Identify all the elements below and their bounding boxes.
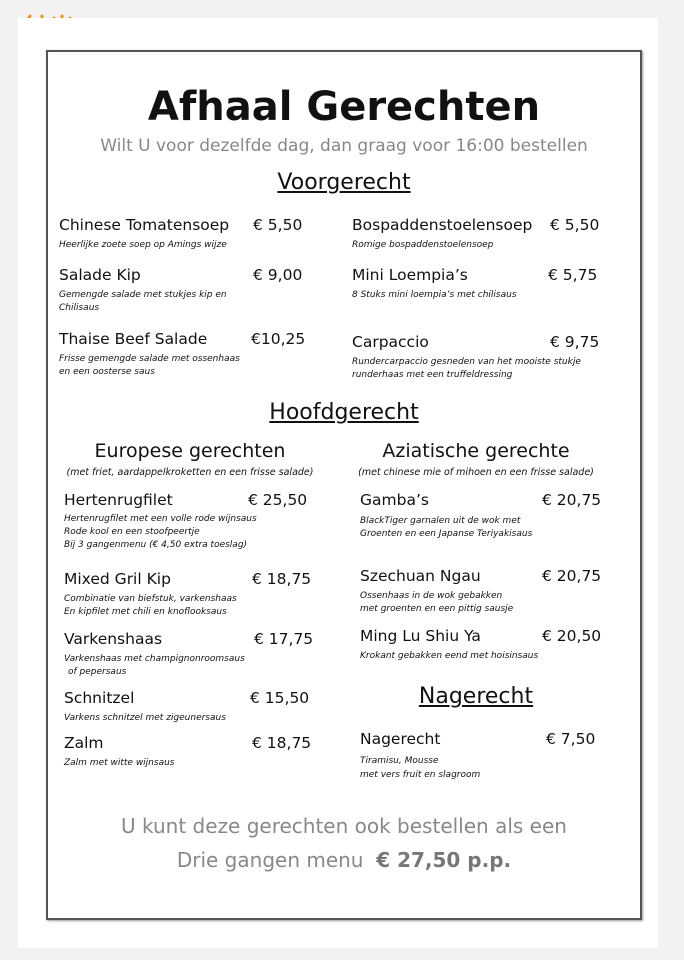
section-voorgerecht: Voorgerecht (277, 170, 411, 195)
dish-description: Ossenhaas in de wok gebakken (360, 591, 503, 601)
section-nagerecht: Nagerecht (418, 684, 534, 709)
dish-name: Szechuan Ngau (360, 567, 481, 585)
dish-description: Varkenshaas met champignonroomsaus (64, 654, 245, 664)
dish-description: Hertenrugfilet met een volle rode wijnsaus (64, 514, 257, 524)
dish-price: € 7,50 (546, 730, 596, 748)
dish-price: € 20,50 (542, 627, 602, 645)
dish-description: BlackTiger garnalen uit de wok met (360, 516, 521, 526)
europese-heading: Europese gerechten (94, 440, 286, 462)
dish-description: Bij 3 gangenmenu (€ 4,50 extra toeslag) (64, 540, 248, 550)
dish-description: Rode kool en een stoofpeertje (64, 527, 200, 537)
dish-name: Mixed Gril Kip (64, 570, 171, 588)
dish-description: met groenten en een pittig sausje (360, 604, 514, 614)
dish-description: of pepersaus (68, 667, 127, 677)
dish-price: € 5,75 (548, 266, 598, 284)
dish-name: Ming Lu Shiu Ya (360, 627, 481, 645)
dish-name: Schnitzel (64, 689, 135, 707)
dish-description: En kipfilet met chili en knoflooksaus (64, 607, 227, 617)
dish-price: € 20,75 (542, 491, 602, 509)
dish-name: Chinese Tomatensoep (59, 216, 230, 234)
dish-name: Varkenshaas (64, 630, 163, 648)
aziatische-heading: Aziatische gerechte (382, 440, 570, 462)
dish-name: Gamba’s (360, 491, 429, 509)
dish-price: € 9,00 (253, 266, 303, 284)
dish-description: Tiramisu, Mousse (360, 756, 439, 766)
dish-description: Zalm met witte wijnsaus (64, 758, 175, 768)
dish-name: Nagerecht (360, 730, 441, 748)
dish-price: € 25,50 (248, 491, 308, 509)
dish-description: 8 Stuks mini loempia’s met chilisaus (352, 290, 517, 300)
dish-name: Mini Loempia’s (352, 266, 468, 284)
page-title: Afhaal Gerechten (147, 84, 541, 130)
menu-offer-line2 (48, 848, 640, 872)
dish-description: Heerlijke zoete soep op Amings wijze (59, 240, 227, 250)
dish-price: € 5,50 (550, 216, 600, 234)
dish-name: Salade Kip (59, 266, 141, 284)
dish-name: Bospaddenstoelensoep (352, 216, 533, 234)
menu-offer-line1: U kunt deze gerechten ook bestellen als een (121, 814, 567, 838)
dish-description: Groenten en een Japanse Teriyakisaus (360, 529, 533, 539)
dish-price: € 15,50 (250, 689, 310, 707)
europese-note: (met friet, aardappelkroketten en een frisse salade) (66, 467, 314, 478)
dish-description: Gemengde salade met stukjes kip en Chilisaus (59, 290, 227, 313)
dish-name: Hertenrugfilet (64, 491, 173, 509)
dish-description: Combinatie van biefstuk, varkenshaas (64, 594, 237, 604)
dish-price: € 18,75 (252, 570, 312, 588)
dish-price: € 9,75 (550, 333, 600, 351)
aziatische-note: (met chinese mie of mihoen en een frisse salade) (358, 467, 594, 478)
dish-price: € 5,50 (253, 216, 303, 234)
dish-price: € 18,75 (252, 734, 312, 752)
dish-description: met vers fruit en slagroom (360, 770, 481, 780)
order-note: Wilt U voor dezelfde dag, dan graag voor 16:00 bestellen (100, 136, 588, 156)
menu-card (46, 50, 642, 920)
menu-offer-price: € 27,50 p.p. (376, 848, 512, 872)
dish-name: Zalm (64, 734, 104, 752)
section-hoofdgerecht: Hoofdgerecht (269, 400, 419, 425)
dish-price: €10,25 (251, 330, 306, 348)
dish-name: Carpaccio (352, 333, 429, 351)
dish-description: Rundercarpaccio gesneden van het mooiste stukje runderhaas met een truffeldressing (352, 357, 581, 380)
dish-description: Frisse gemengde salade met ossenhaas en een oosterse saus (59, 354, 240, 377)
dish-description: Romige bospaddenstoelensoep (352, 240, 494, 250)
dish-price: € 20,75 (542, 567, 602, 585)
dish-description: Varkens schnitzel met zigeunersaus (64, 713, 226, 723)
dish-price: € 17,75 (254, 630, 314, 648)
dish-description: Krokant gebakken eend met hoisinsaus (360, 651, 539, 661)
menu-offer-label: Drie gangen menu (176, 848, 364, 872)
dish-name: Thaise Beef Salade (59, 330, 208, 348)
